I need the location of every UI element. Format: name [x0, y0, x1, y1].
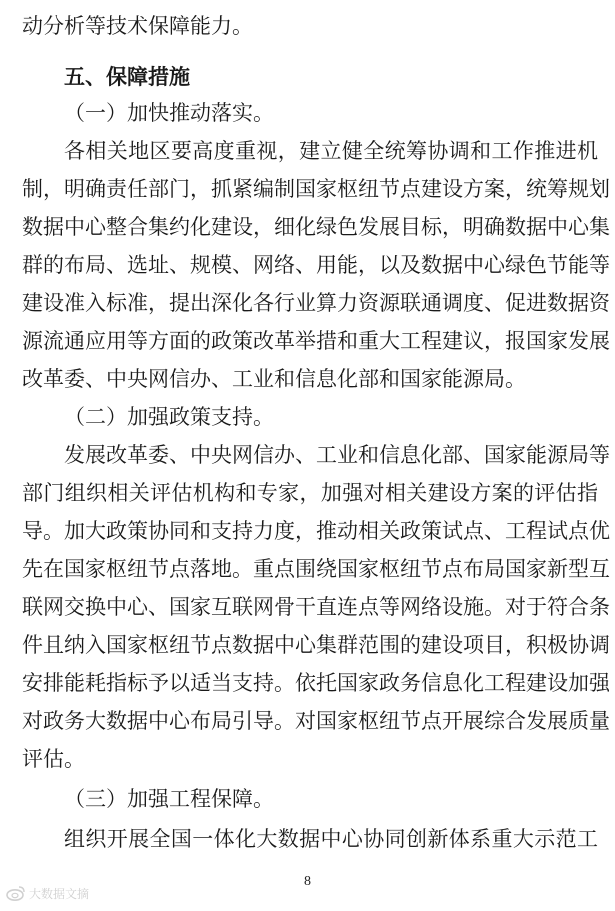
watermark-text: 大数据文摘: [29, 886, 90, 901]
section-heading: 五、保障措施: [64, 65, 190, 89]
paragraph-line: 对政务大数据中心布局引导。对国家枢纽节点开展综合发展质量: [22, 709, 610, 733]
paragraph-line: 源流通应用等方面的政策改革举措和重大工程建议，报国家发展: [22, 329, 610, 353]
paragraph-line: 动分析等技术保障能力。: [22, 14, 253, 38]
subsection-heading: （一）加快推动落实。: [64, 101, 274, 125]
paragraph-line: 件且纳入国家枢纽节点数据中心集群范围的建设项目，积极协调: [22, 633, 610, 657]
paragraph-line: 联网交换中心、国家互联网骨干直连点等网络设施。对于符合条: [22, 595, 610, 619]
paragraph-line: 安排能耗指标予以适当支持。依托国家政务信息化工程建设加强: [22, 671, 610, 695]
paragraph-line: 先在国家枢纽节点落地。重点围绕国家枢纽节点布局国家新型互: [22, 557, 610, 581]
paragraph-line: 部门组织相关评估机构和专家，加强对相关建设方案的评估指: [22, 481, 598, 505]
watermark: [6, 882, 89, 904]
paragraph-line: 导。加大政策协同和支持力度，推动相关政策试点、工程试点优: [22, 519, 610, 543]
paragraph-line: 数据中心整合集约化建设，细化绿色发展目标，明确数据中心集: [22, 215, 610, 239]
page-number: 8: [304, 874, 311, 889]
paragraph-line: 制，明确责任部门，抓紧编制国家枢纽节点建设方案，统筹规划: [22, 177, 610, 201]
paragraph-line: 建设准入标准，提出深化各行业算力资源联通调度、促进数据资: [22, 291, 610, 315]
subsection-heading: （二）加强政策支持。: [64, 405, 274, 429]
paragraph-line: 各相关地区要高度重视，建立健全统筹协调和工作推进机: [64, 139, 598, 163]
weibo-icon: [6, 885, 26, 901]
subsection-heading: （三）加强工程保障。: [64, 787, 274, 811]
paragraph-line: 发展改革委、中央网信办、工业和信息化部、国家能源局等: [64, 443, 610, 467]
paragraph-line: 改革委、中央网信办、工业和信息化部和国家能源局。: [22, 367, 526, 391]
paragraph-line: 评估。: [22, 747, 85, 771]
paragraph-line: 组织开展全国一体化大数据中心协同创新体系重大示范工: [64, 827, 598, 851]
paragraph-line: 群的布局、选址、规模、网络、用能，以及数据中心绿色节能等: [22, 253, 610, 277]
